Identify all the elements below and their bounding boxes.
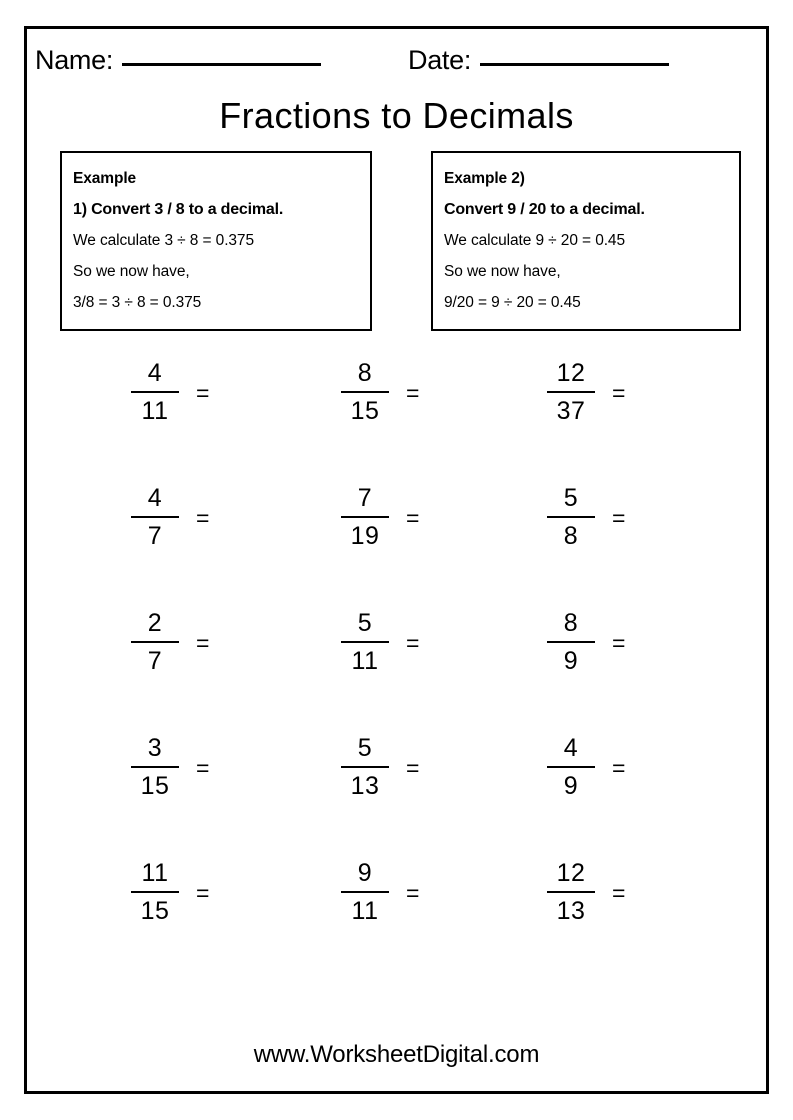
fraction-numerator: 11 [141,859,169,887]
fraction-numerator: 12 [556,359,586,387]
example-2-heading: Example 2) [444,170,525,187]
equals-sign: = [196,629,210,656]
fraction [334,483,396,551]
fraction-denominator: 7 [147,647,163,675]
problem-row [27,349,766,474]
name-field[interactable] [35,45,321,75]
fraction-numerator: 4 [563,734,579,762]
fraction-denominator: 13 [350,772,380,800]
footer-website: www.WorksheetDigital.com [253,1041,540,1068]
problem-item[interactable] [334,349,419,435]
date-field[interactable] [408,45,669,75]
example-2-step-2: So we now have, [444,263,561,280]
problem-item[interactable] [334,724,419,810]
problem-item[interactable] [334,849,419,935]
equals-sign: = [196,379,210,406]
fraction [124,483,186,551]
fraction-bar [547,891,595,893]
fraction [540,358,602,426]
equals-sign: = [612,504,626,531]
example-box-2 [431,151,741,331]
problem-row [27,599,766,724]
problem-item[interactable] [124,599,209,685]
fraction-bar [341,391,389,393]
fraction-numerator: 9 [357,859,373,887]
page-title: Fractions to Decimals [219,95,574,136]
fraction-denominator: 8 [563,522,579,550]
equals-sign: = [196,879,210,906]
fraction [540,483,602,551]
fraction-bar [131,516,179,518]
fraction-numerator: 4 [147,359,163,387]
fraction-denominator: 19 [350,522,380,550]
student-info-row [27,45,766,85]
name-write-line[interactable] [122,63,321,66]
problem-item[interactable] [540,599,625,685]
fraction-numerator: 3 [147,734,163,762]
problem-item[interactable] [334,599,419,685]
fraction [334,733,396,801]
fraction-denominator: 15 [140,897,170,925]
fraction [124,733,186,801]
example-1-prompt: 1) Convert 3 / 8 to a decimal. [73,201,284,218]
equals-sign: = [406,629,420,656]
problem-item[interactable] [124,474,209,560]
fraction [540,858,602,926]
fraction-denominator: 15 [350,397,380,425]
fraction [334,608,396,676]
equals-sign: = [612,629,626,656]
examples-section [27,151,766,333]
fraction-numerator: 8 [563,609,579,637]
equals-sign: = [406,379,420,406]
equals-sign: = [196,504,210,531]
fraction-denominator: 9 [563,772,579,800]
example-1-heading: Example [73,170,137,187]
fraction [124,358,186,426]
fraction-bar [341,516,389,518]
fraction-bar [547,391,595,393]
problem-row [27,849,766,974]
fraction-denominator: 11 [351,897,379,925]
example-2-step-1: We calculate 9 ÷ 20 = 0.45 [444,232,625,249]
worksheet-page [24,26,769,1094]
fraction-denominator: 15 [140,772,170,800]
fraction-denominator: 13 [556,897,586,925]
equals-sign: = [406,754,420,781]
example-1-step-1: We calculate 3 ÷ 8 = 0.375 [73,232,254,249]
example-1-result: 3/8 = 3 ÷ 8 = 0.375 [73,294,202,311]
problem-item[interactable] [540,724,625,810]
equals-sign: = [612,379,626,406]
problem-item[interactable] [540,474,625,560]
fraction-denominator: 11 [141,397,169,425]
fraction-denominator: 9 [563,647,579,675]
date-write-line[interactable] [480,63,669,66]
fraction [540,608,602,676]
fraction [540,733,602,801]
fraction-numerator: 7 [357,484,373,512]
problem-item[interactable] [124,724,209,810]
fraction-numerator: 5 [563,484,579,512]
fraction-bar [341,766,389,768]
equals-sign: = [612,879,626,906]
fraction-denominator: 11 [351,647,379,675]
fraction [334,358,396,426]
fraction-bar [547,516,595,518]
problem-item[interactable] [540,849,625,935]
date-label: Date: [408,45,472,75]
equals-sign: = [406,504,420,531]
fraction [334,858,396,926]
equals-sign: = [406,879,420,906]
equals-sign: = [612,754,626,781]
fraction [124,608,186,676]
fraction [124,858,186,926]
fraction-bar [131,391,179,393]
example-box-1 [60,151,372,331]
example-2-result: 9/20 = 9 ÷ 20 = 0.45 [444,294,581,311]
fraction-numerator: 5 [357,734,373,762]
example-1-step-2: So we now have, [73,263,190,280]
fraction-bar [341,641,389,643]
fraction-numerator: 5 [357,609,373,637]
name-label: Name: [35,45,114,75]
fraction-bar [131,891,179,893]
problem-item[interactable] [124,849,209,935]
fraction-denominator: 7 [147,522,163,550]
fraction-bar [131,766,179,768]
fraction-numerator: 4 [147,484,163,512]
problem-row [27,474,766,599]
fraction-bar [547,641,595,643]
problem-row [27,724,766,849]
problem-item[interactable] [334,474,419,560]
problem-grid [27,349,766,974]
fraction-bar [341,891,389,893]
fraction-numerator: 8 [357,359,373,387]
fraction-denominator: 37 [556,397,586,425]
problem-item[interactable] [540,349,625,435]
fraction-numerator: 12 [556,859,586,887]
fraction-bar [131,641,179,643]
fraction-numerator: 2 [147,609,163,637]
example-2-prompt: Convert 9 / 20 to a decimal. [444,201,645,218]
problem-item[interactable] [124,349,209,435]
fraction-bar [547,766,595,768]
equals-sign: = [196,754,210,781]
